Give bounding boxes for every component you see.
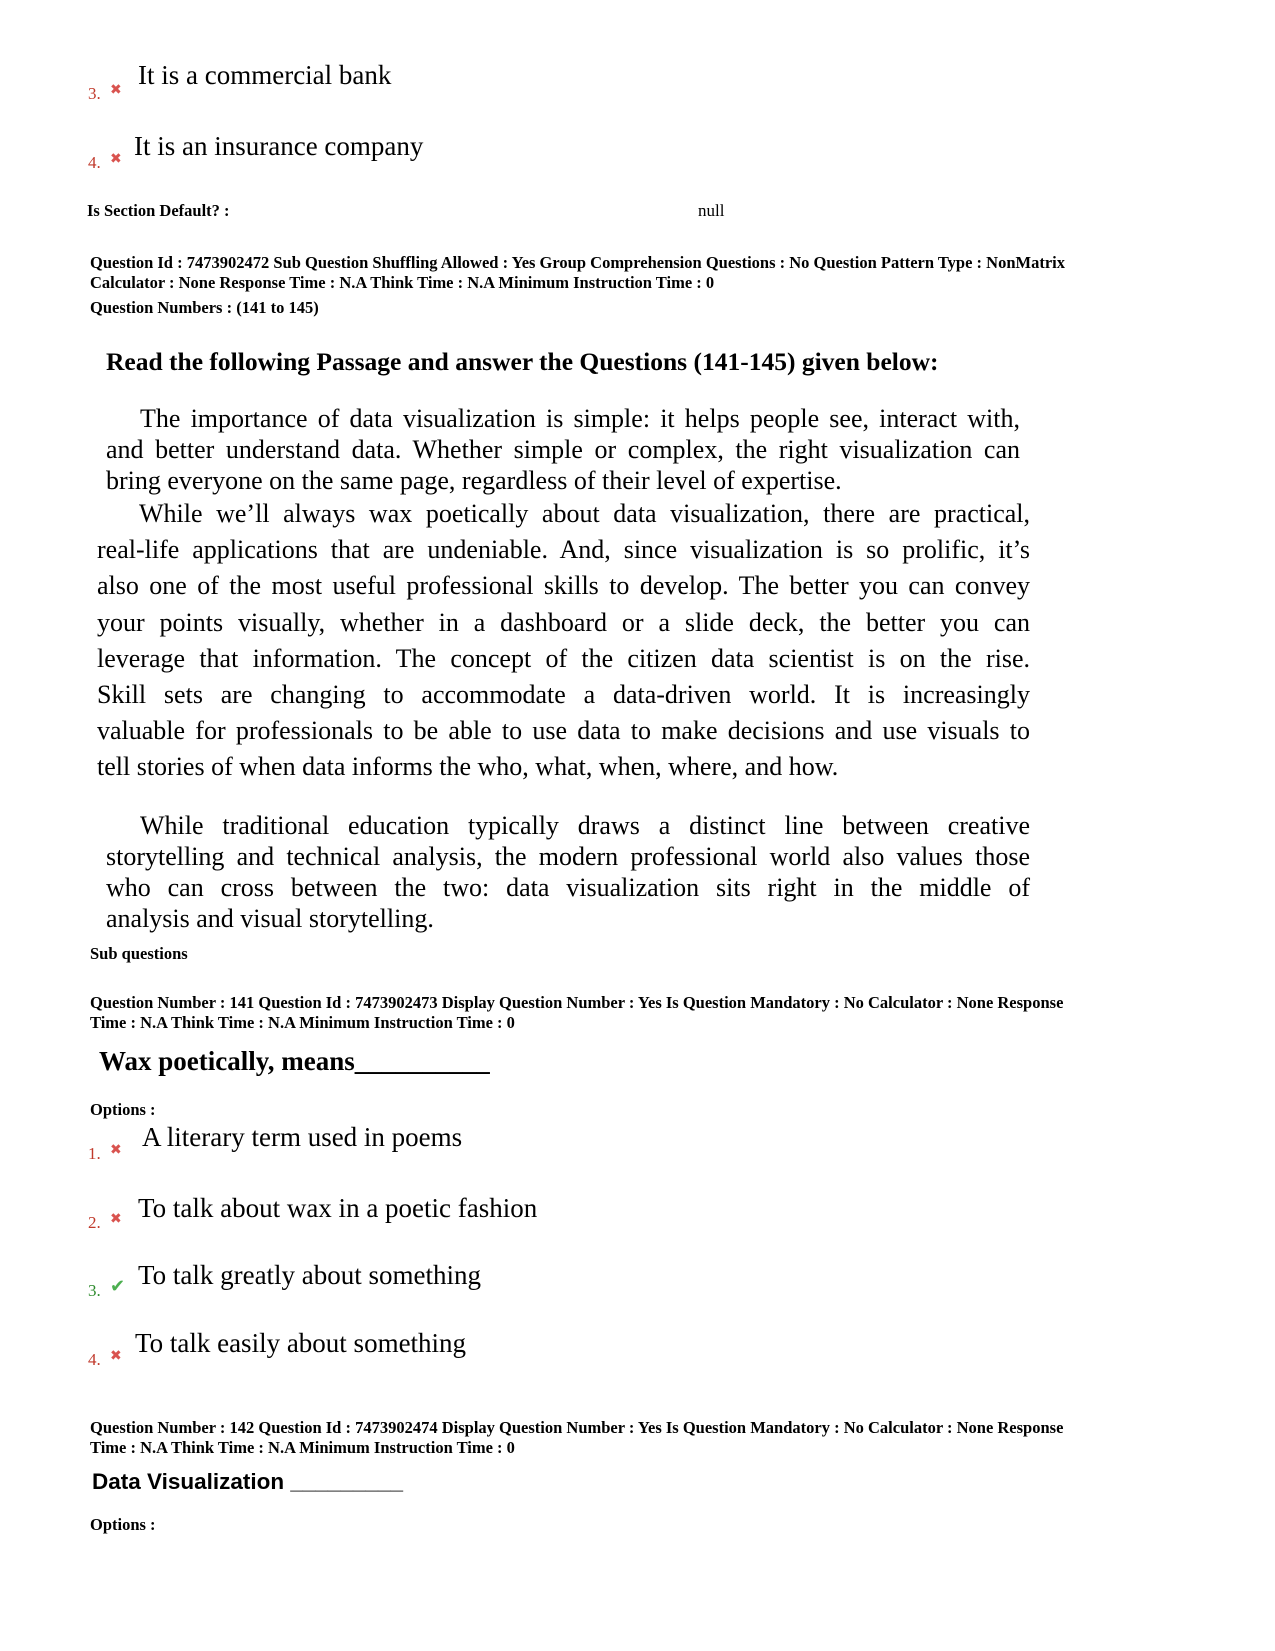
- q142-options-label: Options :: [90, 1515, 156, 1534]
- q141-options-label: Options :: [90, 1100, 156, 1119]
- passage-line: leverage that information. The concept of the citizen data scientist is on the rise.: [97, 643, 1030, 673]
- meta-line: Question Id : 7473902472 Sub Question Shuffling Allowed : Yes Group Comprehension Questions : No Question Pattern Type : NonMatrix: [90, 253, 1065, 272]
- q142-question: Data Visualization _________: [92, 1469, 404, 1494]
- passage-paragraph-3: [106, 810, 1030, 934]
- cross-mark-icon: ✖: [110, 1143, 122, 1158]
- check-mark-icon: ✔: [110, 1276, 126, 1296]
- passage-line: Skill sets are changing to accommodate a data-driven world. It is increasingly: [97, 680, 1030, 710]
- passage-line: analysis and visual storytelling.: [106, 904, 434, 933]
- cross-mark-icon: ✖: [110, 1212, 122, 1227]
- passage-line: who can cross between the two: data visualization sits right in the middle of: [106, 873, 1030, 902]
- passage-line: bring everyone on the same page, regardless of their level of expertise.: [106, 466, 842, 495]
- option-text: It is an insurance company: [134, 131, 424, 161]
- option-number: 3.: [88, 1281, 101, 1300]
- meta-line: Question Number : 141 Question Id : 7473902473 Display Question Number : Yes Is Question Mandatory : No Calculator : None Response: [90, 993, 1064, 1012]
- comprehension-meta: [90, 253, 1260, 293]
- passage-line: storytelling and technical analysis, the modern professional world also values those: [106, 842, 1030, 871]
- meta-line: Time : N.A Think Time : N.A Minimum Instruction Time : 0: [90, 1013, 515, 1032]
- option-text: To talk easily about something: [135, 1328, 467, 1358]
- option-number: 1.: [88, 1144, 101, 1163]
- option-number: 2.: [88, 1213, 101, 1232]
- option-text: It is a commercial bank: [138, 60, 392, 90]
- option-number: 4.: [88, 153, 101, 172]
- q141-meta: [90, 993, 1260, 1033]
- passage-line: and better understand data. Whether simple or complex, the right visualization can: [106, 435, 1020, 464]
- passage-paragraph-1: [106, 403, 1020, 496]
- passage-line: valuable for professionals to be able to use data to make decisions and use visuals to: [97, 716, 1030, 746]
- section-default-value: null: [698, 201, 725, 220]
- cross-mark-icon: ✖: [110, 1349, 122, 1364]
- passage-heading: Read the following Passage and answer the Questions (141-145) given below:: [106, 347, 939, 376]
- option-number: 3.: [88, 84, 101, 103]
- passage-line: tell stories of when data informs the who, what, when, where, and how.: [97, 752, 839, 782]
- passage-paragraph-2: [97, 496, 1030, 786]
- option-number: 4.: [88, 1350, 101, 1369]
- meta-line: Question Number : 142 Question Id : 7473902474 Display Question Number : Yes Is Question Mandatory : No Calculator : None Response: [90, 1418, 1064, 1437]
- q141-question: Wax poetically, means__________: [99, 1046, 490, 1076]
- option-text: To talk greatly about something: [138, 1260, 482, 1290]
- question-numbers: Question Numbers : (141 to 145): [90, 298, 319, 317]
- passage-line: real-life applications that are undeniable. And, since visualization is so prolific, it’s: [97, 535, 1030, 565]
- passage-line: your points visually, whether in a dashboard or a slide deck, the better you can: [97, 607, 1030, 637]
- q142-meta: [90, 1418, 1260, 1458]
- option-text: A literary term used in poems: [142, 1122, 463, 1152]
- option-text: To talk about wax in a poetic fashion: [138, 1193, 538, 1223]
- passage-line: The importance of data visualization is simple: it helps people see, interact with,: [140, 404, 1020, 433]
- section-default-label: Is Section Default? :: [87, 201, 230, 220]
- cross-mark-icon: ✖: [110, 152, 122, 167]
- meta-line: Time : N.A Think Time : N.A Minimum Instruction Time : 0: [90, 1438, 515, 1457]
- sub-questions-label: Sub questions: [90, 944, 188, 963]
- passage-line: While traditional education typically draws a distinct line between creative: [140, 811, 1030, 840]
- cross-mark-icon: ✖: [110, 83, 122, 98]
- passage-line: also one of the most useful professional skills to develop. The better you can convey: [97, 571, 1030, 601]
- passage-line: While we’ll always wax poetically about data visualization, there are practical,: [139, 499, 1030, 528]
- meta-line: Calculator : None Response Time : N.A Think Time : N.A Minimum Instruction Time : 0: [90, 273, 715, 292]
